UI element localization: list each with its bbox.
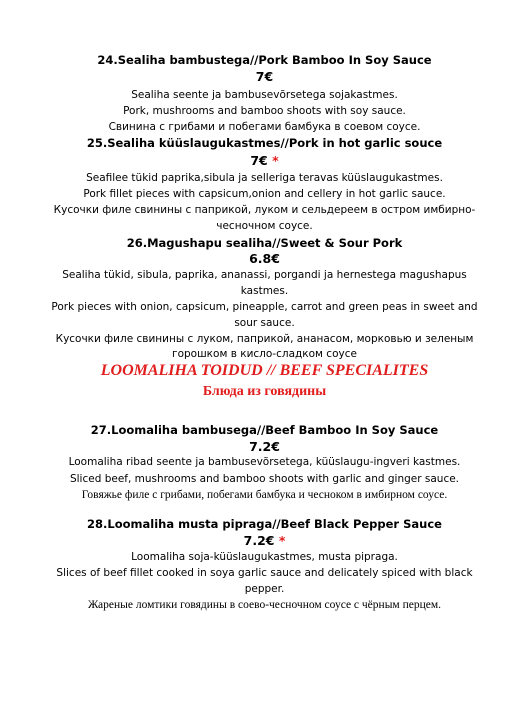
menu-item-price: [0, 533, 529, 548]
menu-item-desc-ru: Говяжье филе с грибами, побегами бамбука и чесноком в имбирном соусе.: [81, 489, 448, 501]
spicy-star-icon: *: [272, 153, 279, 168]
menu-item-title: 25.Sealiha küüslaugukastmes//Pork in hot garlic souce: [86, 136, 443, 150]
menu-item-desc-et: Seafilee tükid paprika,sibula ja selleriga teravas küüslaugukastmes.: [86, 172, 443, 184]
menu-item-desc-en: Sliced beef, mushrooms and bamboo shoots with garlic and ginger sauce.: [69, 473, 460, 485]
menu-item-desc-ru: Кусочки филе свинины с луком, паприкой, ананасом, морковью и зеленым: [55, 333, 474, 345]
price-value: 7.2€: [243, 533, 275, 548]
menu-item-desc-en: Pork fillet pieces with capsicum,onion and cellery in hot garlic sauce.: [83, 188, 446, 200]
menu-item-desc-et: Sealiha tükid, sibula, paprika, ananassi, porgandi ja hernestega magushapus: [62, 269, 467, 281]
menu-item-desc-ru: Свинина с грибами и побегами бамбука в соевом соусе.: [108, 121, 421, 133]
menu-item-desc-et: Sealiha seente ja bambusevõrsetega sojakastmes.: [131, 89, 398, 101]
menu-item-title: 28.Loomaliha musta pipraga//Beef Black Pepper Sauce: [87, 517, 442, 531]
menu-item-price: [0, 439, 529, 454]
section-heading: LOOMALIHA TOIDUD // BEEF SPECIALITES: [100, 362, 429, 379]
menu-item-desc-en: pepper.: [244, 583, 285, 595]
menu-item-price: [0, 153, 529, 168]
menu-item-title: 26.Magushapu sealiha//Sweet & Sour Pork: [126, 236, 403, 250]
menu-item-desc-et: Loomaliha soja-küüslaugukastmes, musta pipraga.: [131, 551, 398, 563]
menu-item-desc-et: kastmes.: [240, 285, 289, 297]
menu-item-title: 24.Sealiha bambustega//Pork Bamboo In Soy Sauce: [97, 53, 432, 67]
price-value: 6.8€: [249, 251, 280, 266]
price-value: 7.2€: [249, 439, 280, 454]
price-value: 7€: [250, 153, 268, 168]
spicy-star-icon: *: [278, 533, 286, 548]
menu-item-price: [0, 69, 529, 84]
menu-item-desc-en: sour sauce.: [234, 317, 295, 329]
menu-item-desc-en: Slices of beef fillet cooked in soya garlic sauce and delicately spiced with black: [56, 567, 473, 579]
menu-item-desc-ru: Кусочки филе свинины с паприкой, луком и сельдереем в остром имбирно-: [53, 204, 476, 216]
menu-item-title: 27.Loomaliha bambusega//Beef Bamboo In Soy Sauce: [90, 423, 439, 437]
menu-item-price: [0, 251, 529, 266]
section-subheading: Блюда из говядины: [202, 384, 327, 399]
menu-item-desc-en: Pork, mushrooms and bamboo shoots with soy sauce.: [123, 105, 406, 117]
menu-item-desc-ru: горошком в кисло-сладком соусе: [172, 348, 357, 360]
menu-item-desc-et: Loomaliha ribad seente ja bambusevõrsetega, küüslaugu-ingveri kastmes.: [68, 456, 461, 468]
menu-item-desc-ru: чесночном соусе.: [216, 220, 313, 232]
menu-item-desc-en: Pork pieces with onion, capsicum, pineapple, carrot and green peas in sweet and: [51, 301, 478, 313]
menu-item-desc-ru: Жареные ломтики говядины в соево-чесночном соусе с чёрным перцем.: [88, 599, 441, 611]
price-value: 7€: [255, 69, 274, 84]
